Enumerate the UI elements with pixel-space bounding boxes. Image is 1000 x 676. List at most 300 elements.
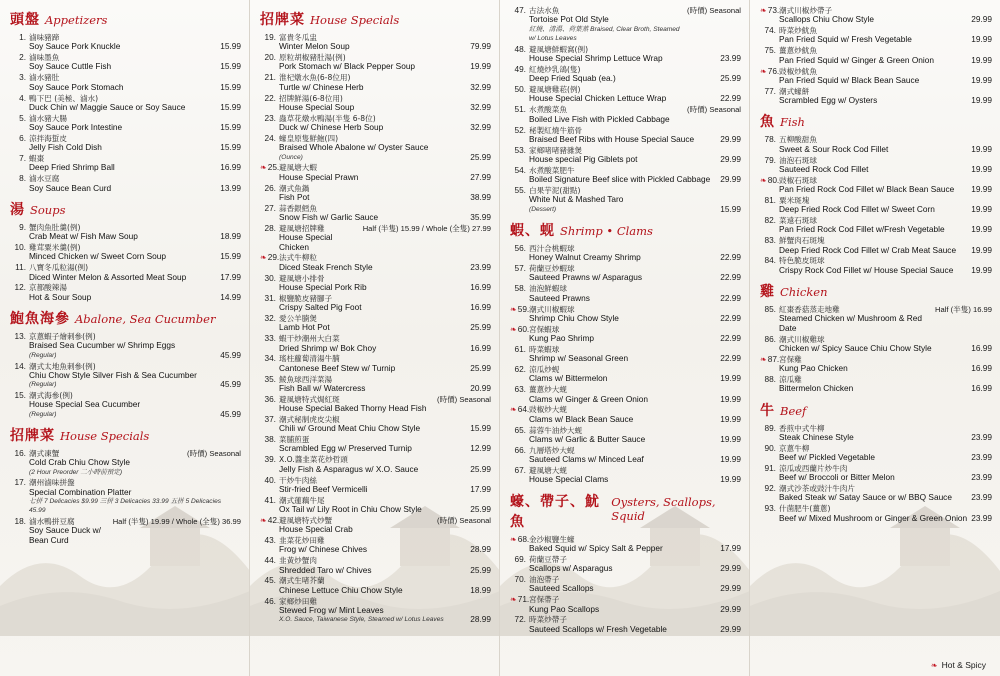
item-number-text: 82. [764, 215, 776, 226]
item-name-zh: 蒜蓉牛油炒大蚬 [529, 425, 583, 435]
item-body [779, 464, 968, 483]
item-name-en: Deep Fried Rock Cod Fillet w/ Sweet Corn [779, 204, 935, 215]
item-number-text: 91. [764, 462, 776, 473]
item-name-zh: 涼瓜雞 [779, 374, 802, 384]
menu-item [510, 405, 741, 424]
item-number [760, 375, 779, 394]
item-number [10, 449, 29, 477]
item-name-en: Kung Pao Chicken [779, 363, 848, 374]
item-number [760, 424, 779, 443]
item-name-zh: 鮮蟹肉石斑塊 [779, 236, 825, 246]
section-title-zh: 招牌菜 [10, 427, 55, 444]
item-number [510, 535, 529, 554]
menu-item [760, 484, 992, 503]
item-name-en: Stewed Frog w/ Mint Leaves [279, 604, 384, 615]
item-number [260, 375, 279, 394]
item-number-text: 43. [264, 535, 276, 546]
item-note: (Dessert) [529, 205, 557, 213]
item-name-en: House Special Chicken [279, 232, 333, 252]
item-price: 29.99 [720, 154, 741, 165]
item-name-en: Diced Steak French Style [279, 261, 373, 272]
menu-item [260, 294, 491, 313]
item-number [260, 184, 279, 203]
item-body [779, 484, 968, 503]
menu-section [10, 425, 241, 545]
menu-item [10, 114, 241, 133]
item-number [10, 391, 29, 419]
menu-item [260, 556, 491, 575]
item-name-en: Snow Fish w/ Garlic Sauce [279, 212, 379, 223]
item-price: 19.99 [971, 184, 992, 195]
item-price: 15.99 [220, 122, 241, 133]
item-body [29, 73, 217, 92]
item-number [760, 6, 779, 25]
item-name-en: Jelly Fish Cold Dish [29, 142, 102, 153]
menu-panel-4 [750, 0, 1000, 676]
item-name-zh: 宮保蝦球 [529, 324, 560, 334]
item-number [260, 435, 279, 454]
section-title-zh: 蝦、蚬 [510, 222, 555, 239]
menu-item [760, 46, 992, 65]
item-name-en: Minced Chicken w/ Sweet Corn Soup [29, 251, 166, 262]
item-price: 22.99 [720, 272, 741, 283]
item-name-en: Steamed Chicken w/ Mushroom & Red Date [779, 313, 922, 333]
section-heading [760, 400, 992, 420]
item-name-en: Honey Walnut Creamy Shrimp [529, 252, 641, 263]
item-body [279, 314, 467, 333]
item-name-en: House Special Soup [279, 101, 355, 112]
item-name-zh: 滷水豬肚 [29, 73, 60, 83]
item-number [510, 45, 529, 64]
item-name-zh: 蟲草花燉水鴨湯(半隻 6-8位) [279, 113, 376, 123]
menu-item [10, 263, 241, 282]
item-number [10, 94, 29, 113]
item-number [760, 216, 779, 235]
item-number-text: 64. [517, 404, 530, 415]
item-body [279, 395, 434, 414]
item-price: 15.99 [220, 142, 241, 153]
item-price: 18.99 [470, 584, 491, 595]
menu-item [760, 6, 992, 25]
menu-item [760, 335, 992, 354]
item-number-text: 18. [14, 516, 26, 527]
item-number-text: 74. [764, 25, 776, 36]
item-number-text: 75. [764, 45, 776, 56]
item-body [779, 6, 968, 25]
item-name-en: Shrimp Chiu Chow Style [529, 312, 619, 323]
item-body [29, 362, 217, 390]
menu-item [260, 274, 491, 293]
item-number [260, 294, 279, 313]
section-heading [10, 9, 241, 29]
section-title-en: House Specials [310, 13, 400, 27]
menu-item [260, 334, 491, 353]
menu-item [260, 476, 491, 495]
item-name-zh: 滷味豬蹄 [29, 33, 60, 42]
menu-item [510, 264, 741, 283]
item-name-zh: 鴨下巴 (美極、滷水) [29, 93, 99, 103]
item-number [260, 536, 279, 555]
menu-item [260, 516, 491, 535]
item-number [760, 504, 779, 523]
item-number-text: 3. [19, 72, 26, 83]
section-heading [760, 111, 992, 131]
item-name-zh: 避風塘招牌雞 [279, 223, 325, 233]
item-name-en: Clams w/ Garlic & Butter Sauce [529, 433, 646, 444]
item-number-text: 26. [264, 182, 276, 193]
item-price: 29.99 [720, 623, 741, 634]
menu-item [760, 256, 992, 275]
chili-icon: ❧ [260, 515, 267, 525]
item-note: (Regular) [29, 381, 57, 389]
menu-section [10, 199, 241, 302]
item-price: 20.99 [470, 382, 491, 393]
item-number-text: 81. [764, 194, 776, 205]
section-title-en: Oysters, Scallops, Squid [611, 494, 716, 523]
menu-item [10, 391, 241, 419]
chili-icon: ❧ [760, 175, 767, 185]
item-name-en: Crispy Rock Cod Fillet w/ House Special Sauce [779, 264, 954, 275]
item-price: 28.99 [470, 614, 491, 625]
menu-section [10, 9, 241, 193]
item-price: 14.99 [220, 291, 241, 302]
menu-item [760, 135, 992, 154]
item-number-text: 5. [19, 112, 26, 123]
hot-spicy-legend [931, 660, 986, 670]
item-number [260, 415, 279, 434]
menu-section [10, 308, 241, 419]
legend-label: Hot & Spicy [941, 660, 986, 670]
section-title-zh: 鮑魚海參 [10, 311, 70, 328]
item-name-en: Dried Shrimp w/ Bok Choy [279, 342, 377, 353]
item-number-text: 45. [264, 575, 276, 586]
item-number-text: 23. [264, 112, 276, 123]
item-name-zh: 滷水鴨拼豆腐 [29, 517, 75, 527]
menu-item [510, 65, 741, 84]
item-price: 19.99 [720, 474, 741, 485]
menu-item [10, 154, 241, 173]
item-body [279, 134, 467, 162]
item-body [29, 243, 217, 262]
item-price: 22.99 [720, 312, 741, 323]
item-price: 45.99 [220, 408, 241, 419]
item-number [260, 224, 279, 252]
item-body [529, 385, 717, 404]
menu-section [760, 111, 992, 275]
item-number [10, 243, 29, 262]
item-name-zh: 家鄉炒田雞 [279, 596, 317, 606]
item-body [279, 415, 467, 434]
item-name-zh: 時菜炒魷魚 [779, 26, 817, 36]
item-number [10, 283, 29, 302]
item-number [260, 576, 279, 595]
item-number-text: 73. [767, 5, 780, 15]
item-price: 23.99 [971, 452, 992, 462]
item-price: 22.99 [720, 292, 741, 303]
menu-item [760, 176, 992, 195]
item-name-en: House Special Pork Rib [279, 281, 367, 292]
item-number-text: 55. [514, 185, 526, 196]
item-number-text: 17. [14, 477, 26, 488]
item-number [510, 305, 529, 324]
menu-item [10, 223, 241, 242]
menu-item [260, 435, 491, 454]
item-price: 15.99 [470, 423, 491, 434]
item-number [760, 87, 779, 106]
item-body [529, 146, 717, 165]
item-number-text: 50. [514, 84, 526, 95]
item-name-zh: 涼瓜或西蘭片炒牛肉 [779, 463, 848, 473]
item-name-zh: 潮式蓮藕牛尾 [279, 495, 325, 505]
item-note: X.O. Sauce, Taiwanese Style, Steamed w/ Lotus Leaves [279, 616, 444, 624]
item-name-zh: 潮式海參(例) [29, 391, 73, 401]
item-name-zh: 潮式凍蟹 [29, 448, 60, 458]
menu-item [510, 325, 741, 344]
item-number [260, 274, 279, 293]
item-name-en: Shrimp w/ Seasonal Green [529, 353, 629, 364]
item-name-zh: 潮式沙茶或豉汁牛肉片 [779, 484, 855, 494]
item-price: 15.99 [220, 251, 241, 262]
item-number [260, 354, 279, 373]
item-name-zh: 九層塔炒大蚬 [529, 445, 575, 455]
menu-item [510, 426, 741, 445]
item-price: 19.99 [720, 373, 741, 384]
item-name-en: Pan Fried Squid w/ Black Bean Sauce [779, 74, 920, 85]
item-body [529, 595, 717, 614]
item-name-zh: 時菜蝦球 [529, 344, 560, 354]
item-number [10, 517, 29, 545]
menu-item [260, 204, 491, 223]
item-number-text: 61. [514, 343, 526, 354]
item-body [779, 156, 968, 175]
menu-item [510, 555, 741, 574]
menu-item [510, 284, 741, 303]
item-number-text: 4. [19, 92, 26, 103]
item-number [510, 575, 529, 594]
item-name-en: Beef w/ Broccoli or Bitter Melon [779, 472, 895, 483]
item-body [279, 114, 467, 133]
item-name-en: House Special Prawn [279, 171, 359, 182]
item-number-text: 83. [764, 235, 776, 246]
chili-icon: ❧ [510, 324, 517, 334]
item-body [779, 176, 968, 195]
item-name-en: Soy Sauce Pork Stomach [29, 81, 124, 92]
menu-item [760, 444, 992, 463]
item-number [510, 426, 529, 445]
item-number-text: 7. [19, 153, 26, 164]
menu-item [760, 216, 992, 235]
item-name-en: Soy Sauce Cuttle Fish [29, 61, 112, 72]
item-number-text: 65. [514, 424, 526, 435]
item-name-en: Beef w/ Mixed Mushroom or Ginger & Green Onion [779, 512, 968, 523]
menu-item [510, 244, 741, 263]
menu-item [510, 446, 741, 465]
item-number-text: 70. [514, 574, 526, 585]
item-number-text: 56. [514, 242, 526, 253]
item-name-zh: 避風塘特式焗紅斑 [279, 394, 340, 404]
item-name-en: Duck Chin w/ Maggie Sauce or Soy Sauce [29, 101, 186, 112]
item-number [760, 464, 779, 483]
item-name-zh: 愛公羊腩煲 [279, 314, 317, 324]
item-price: 29.99 [720, 133, 741, 144]
item-name-en: Tortoise Pot Old Style [529, 14, 609, 25]
item-number [510, 186, 529, 214]
item-price: 16.99 [971, 342, 992, 353]
item-body [279, 455, 467, 474]
item-name-en: Boiled Signature Beef slice with Pickled Cabbage [529, 174, 711, 185]
item-name-zh: 涼瓜炒蚬 [529, 365, 560, 375]
item-price: Half (半隻) 16.99 [935, 305, 992, 315]
item-name-en: House Special Baked Thorny Head Fish [279, 403, 427, 414]
section-heading [10, 425, 241, 445]
menu-section [510, 6, 741, 214]
item-number-text: 22. [264, 92, 276, 103]
item-name-en: Kung Pao Scallops [529, 603, 600, 614]
item-number [760, 484, 779, 503]
menu-item [260, 163, 491, 182]
item-body [279, 33, 467, 52]
item-number-text: 25. [267, 162, 280, 173]
item-price: 23.99 [470, 261, 491, 272]
item-name-en: White Nut & Mashed Taro [529, 194, 624, 205]
item-number [10, 114, 29, 133]
item-price: 16.99 [470, 342, 491, 353]
menu-section [510, 491, 741, 634]
chili-icon: ❧ [930, 660, 938, 670]
item-name-zh: 韭菜花炒田雞 [279, 536, 325, 546]
item-number [510, 365, 529, 384]
item-price: 19.99 [720, 454, 741, 465]
item-name-zh: 避風塘大蝦 [279, 163, 317, 173]
item-note: (2 Hour Preorder 二小時前預定) [29, 468, 123, 476]
item-number-text: 27. [264, 202, 276, 213]
menu-item [10, 134, 241, 153]
menu-item [510, 45, 741, 64]
item-number-text: 76. [767, 65, 780, 76]
section-heading [510, 220, 741, 240]
item-number [260, 114, 279, 133]
item-number [260, 455, 279, 474]
item-number-text: 36. [264, 393, 276, 404]
item-price: 19.99 [971, 163, 992, 174]
item-body [779, 335, 968, 354]
menu-panel-1 [0, 0, 250, 676]
item-name-zh: 金沙椒鹽生蠔 [529, 534, 575, 544]
item-number [10, 73, 29, 92]
item-name-en: Soy Sauce Pork Intestine [29, 122, 123, 133]
section-heading [760, 281, 992, 301]
item-name-en: Clams w/ Black Bean Sauce [529, 413, 634, 424]
item-name-zh: 宮保雞 [779, 354, 802, 364]
item-name-zh: 潮州滷味拼盤 [29, 478, 75, 488]
item-number-text: 19. [264, 32, 276, 42]
item-name-en: Beef w/ Pickled Vegetable [779, 452, 875, 462]
item-name-zh: 豉椒石斑球 [779, 175, 817, 185]
item-name-en: Chiu Chow Style Silver Fish & Sea Cucumber [29, 369, 197, 380]
item-body [279, 53, 467, 72]
item-name-en: Hot & Sour Soup [29, 291, 92, 302]
item-name-en: Winter Melon Soup [279, 41, 350, 52]
item-name-en: Jelly Fish & Asparagus w/ X.O. Sauce [279, 463, 419, 474]
item-name-zh: 荷蘭豆帶子 [529, 554, 567, 564]
menu-item [510, 615, 741, 634]
item-body [279, 184, 467, 203]
item-body [279, 476, 467, 495]
item-name-zh: 招牌鮮湯(6-8位用) [279, 93, 343, 103]
item-name-zh: 避風塘雞菘(例) [529, 85, 581, 95]
section-title-en: Abalone, Sea Cucumber [75, 312, 216, 327]
item-note: (Regular) [29, 351, 57, 359]
item-price: 23.99 [971, 512, 992, 523]
item-number-text: 39. [264, 454, 276, 465]
item-name-en: Sweet & Sour Rock Cod Fillet [779, 143, 889, 154]
item-number-text: 66. [514, 444, 526, 455]
menu-panel-3 [500, 0, 750, 676]
item-name-en: Pan Fried Rock Cod Fillet w/Fresh Vegetable [779, 224, 945, 235]
item-number [510, 385, 529, 404]
item-number [10, 134, 29, 153]
item-number-text: 34. [264, 353, 276, 364]
item-body [29, 478, 238, 515]
item-number [510, 264, 529, 283]
item-number [760, 156, 779, 175]
item-body [529, 535, 717, 554]
item-price: 19.99 [971, 244, 992, 255]
item-number-text: 49. [514, 63, 526, 74]
item-price: 35.99 [470, 212, 491, 223]
item-price: 25.99 [470, 564, 491, 575]
menu-item [510, 305, 741, 324]
item-number [760, 355, 779, 374]
menu-item [260, 184, 491, 203]
item-name-zh: 滷味墨魚 [29, 53, 60, 63]
item-body [779, 196, 968, 215]
item-number [510, 105, 529, 124]
menu-item [510, 385, 741, 404]
menu-section [760, 6, 992, 105]
item-price: 19.99 [971, 204, 992, 215]
item-price: 29.99 [971, 14, 992, 25]
item-price: 25.99 [470, 362, 491, 373]
item-body [29, 53, 217, 72]
item-number-text: 53. [514, 144, 526, 155]
item-name-zh: 涼拌海蜇皮 [29, 133, 67, 143]
item-number-text: 93. [764, 503, 776, 514]
section-title-zh: 蠔、帶子、魷魚 [510, 493, 600, 530]
item-name-en: Soy Sauce Pork Knuckle [29, 41, 121, 52]
item-name-en: Lamb Hot Pot [279, 322, 330, 333]
item-number [260, 395, 279, 414]
item-number-text: 29. [267, 252, 280, 263]
item-price: 22.99 [720, 93, 741, 104]
item-price: 17.99 [220, 271, 241, 282]
item-body [279, 224, 360, 252]
item-note: (Ounce) [279, 153, 303, 161]
item-price: 15.99 [720, 203, 741, 214]
item-name-zh: 古法水魚 [529, 6, 560, 15]
item-body [529, 105, 684, 124]
item-number [510, 615, 529, 634]
item-name-zh: 紅棗香菇蒸走地雞 [779, 305, 840, 315]
item-name-en: Clams w/ Ginger & Green Onion [529, 393, 648, 404]
item-price: Half (半隻) 15.99 / Whole (全隻) 27.99 [362, 223, 491, 233]
item-number [260, 597, 279, 625]
item-name-zh: 西汁合桃蝦球 [529, 243, 575, 253]
item-body [29, 134, 217, 153]
item-name-en: Sauteed Scallops w/ Fresh Vegetable [529, 623, 667, 634]
item-number-text: 62. [514, 364, 526, 375]
item-name-en: Pork Stomach w/ Black Pepper Soup [279, 61, 416, 72]
